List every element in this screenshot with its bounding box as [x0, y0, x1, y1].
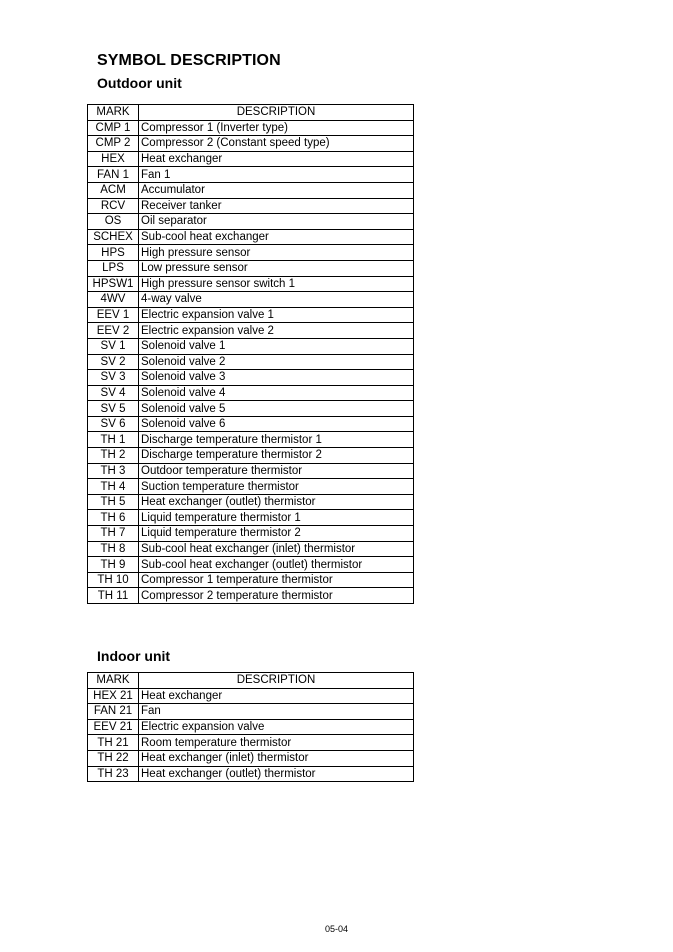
mark-cell: 4WV	[88, 292, 139, 308]
mark-cell: FAN 1	[88, 167, 139, 183]
description-cell: Compressor 2 (Constant speed type)	[139, 136, 414, 152]
table-row	[88, 370, 414, 386]
table-row	[88, 167, 414, 183]
description-cell: Liquid temperature thermistor 1	[139, 510, 414, 526]
mark-cell: HEX	[88, 151, 139, 167]
mark-cell: TH 23	[88, 766, 139, 782]
description-cell: Sub-cool heat exchanger (outlet) thermistor	[139, 557, 414, 573]
mark-cell: TH 9	[88, 557, 139, 573]
description-cell: Room temperature thermistor	[139, 735, 414, 751]
table-row	[88, 557, 414, 573]
description-cell: Compressor 1 (Inverter type)	[139, 120, 414, 136]
description-cell: Electric expansion valve	[139, 719, 414, 735]
description-cell: Heat exchanger	[139, 151, 414, 167]
mark-cell: LPS	[88, 260, 139, 276]
table-row	[88, 385, 414, 401]
description-cell: Solenoid valve 5	[139, 401, 414, 417]
description-column-header: DESCRIPTION	[139, 673, 414, 689]
table-row	[88, 541, 414, 557]
description-cell: Discharge temperature thermistor 1	[139, 432, 414, 448]
description-cell: Electric expansion valve 1	[139, 307, 414, 323]
table-row	[88, 354, 414, 370]
table-row	[88, 229, 414, 245]
description-cell: Heat exchanger (outlet) thermistor	[139, 494, 414, 510]
table-row	[88, 735, 414, 751]
description-cell: Electric expansion valve 2	[139, 323, 414, 339]
table-row	[88, 719, 414, 735]
table-row	[88, 260, 414, 276]
description-cell: Heat exchanger (inlet) thermistor	[139, 750, 414, 766]
description-cell: Accumulator	[139, 182, 414, 198]
table-row	[88, 510, 414, 526]
table-row	[88, 401, 414, 417]
description-cell: Discharge temperature thermistor 2	[139, 448, 414, 464]
mark-cell: TH 5	[88, 494, 139, 510]
description-cell: Heat exchanger	[139, 688, 414, 704]
table-row	[88, 766, 414, 782]
description-cell: Solenoid valve 1	[139, 338, 414, 354]
description-cell: Receiver tanker	[139, 198, 414, 214]
mark-cell: HPSW1	[88, 276, 139, 292]
table-row	[88, 307, 414, 323]
mark-cell: TH 2	[88, 448, 139, 464]
mark-cell: HPS	[88, 245, 139, 261]
description-cell: Sub-cool heat exchanger	[139, 229, 414, 245]
mark-cell: SV 5	[88, 401, 139, 417]
description-cell: Heat exchanger (outlet) thermistor	[139, 766, 414, 782]
outdoor-unit-heading: Outdoor unit	[97, 75, 182, 91]
description-cell: Outdoor temperature thermistor	[139, 463, 414, 479]
mark-cell: TH 3	[88, 463, 139, 479]
indoor-symbol-table	[87, 672, 414, 782]
table-row	[88, 245, 414, 261]
mark-cell: SV 2	[88, 354, 139, 370]
mark-cell: EEV 1	[88, 307, 139, 323]
table-row	[88, 688, 414, 704]
outdoor-symbol-table	[87, 104, 414, 604]
table-row	[88, 463, 414, 479]
table-row	[88, 136, 414, 152]
mark-cell: SCHEX	[88, 229, 139, 245]
description-cell: Low pressure sensor	[139, 260, 414, 276]
table-row	[88, 526, 414, 542]
description-cell: Suction temperature thermistor	[139, 479, 414, 495]
table-row	[88, 292, 414, 308]
description-cell: Solenoid valve 3	[139, 370, 414, 386]
mark-cell: TH 11	[88, 588, 139, 604]
mark-cell: EEV 21	[88, 719, 139, 735]
mark-cell: SV 3	[88, 370, 139, 386]
description-cell: Solenoid valve 6	[139, 416, 414, 432]
description-cell: Compressor 2 temperature thermistor	[139, 588, 414, 604]
description-cell: Sub-cool heat exchanger (inlet) thermistor	[139, 541, 414, 557]
page-number: 05-04	[324, 924, 349, 934]
mark-cell: ACM	[88, 182, 139, 198]
table-row	[88, 276, 414, 292]
table-row	[88, 323, 414, 339]
mark-cell: TH 4	[88, 479, 139, 495]
table-row	[88, 704, 414, 720]
table-row	[88, 151, 414, 167]
table-row	[88, 479, 414, 495]
table-row	[88, 214, 414, 230]
table-row	[88, 416, 414, 432]
description-column-header: DESCRIPTION	[139, 105, 414, 121]
mark-cell: SV 4	[88, 385, 139, 401]
table-row	[88, 198, 414, 214]
description-cell: Oil separator	[139, 214, 414, 230]
mark-cell: TH 22	[88, 750, 139, 766]
mark-cell: HEX 21	[88, 688, 139, 704]
table-header-row	[88, 673, 414, 689]
description-cell: Solenoid valve 4	[139, 385, 414, 401]
table-row	[88, 182, 414, 198]
table-header-row	[88, 105, 414, 121]
mark-cell: CMP 2	[88, 136, 139, 152]
mark-cell: FAN 21	[88, 704, 139, 720]
mark-column-header: MARK	[88, 105, 139, 121]
indoor-unit-heading: Indoor unit	[97, 648, 171, 664]
table-row	[88, 750, 414, 766]
mark-cell: TH 21	[88, 735, 139, 751]
page-title: SYMBOL DESCRIPTION	[97, 52, 281, 69]
table-row	[88, 338, 414, 354]
description-cell: High pressure sensor	[139, 245, 414, 261]
table-row	[88, 572, 414, 588]
mark-cell: SV 1	[88, 338, 139, 354]
description-cell: Fan 1	[139, 167, 414, 183]
mark-cell: TH 1	[88, 432, 139, 448]
table-row	[88, 588, 414, 604]
table-row	[88, 120, 414, 136]
indoor-table-body	[88, 688, 414, 782]
description-cell: 4-way valve	[139, 292, 414, 308]
description-cell: Liquid temperature thermistor 2	[139, 526, 414, 542]
description-cell: Compressor 1 temperature thermistor	[139, 572, 414, 588]
description-cell: Fan	[139, 704, 414, 720]
table-row	[88, 448, 414, 464]
table-row	[88, 494, 414, 510]
mark-cell: CMP 1	[88, 120, 139, 136]
table-row	[88, 432, 414, 448]
mark-cell: TH 7	[88, 526, 139, 542]
mark-cell: EEV 2	[88, 323, 139, 339]
mark-cell: TH 8	[88, 541, 139, 557]
description-cell: High pressure sensor switch 1	[139, 276, 414, 292]
mark-cell: TH 6	[88, 510, 139, 526]
description-cell: Solenoid valve 2	[139, 354, 414, 370]
mark-column-header: MARK	[88, 673, 139, 689]
outdoor-table-body	[88, 120, 414, 603]
mark-cell: RCV	[88, 198, 139, 214]
mark-cell: SV 6	[88, 416, 139, 432]
mark-cell: TH 10	[88, 572, 139, 588]
mark-cell: OS	[88, 214, 139, 230]
